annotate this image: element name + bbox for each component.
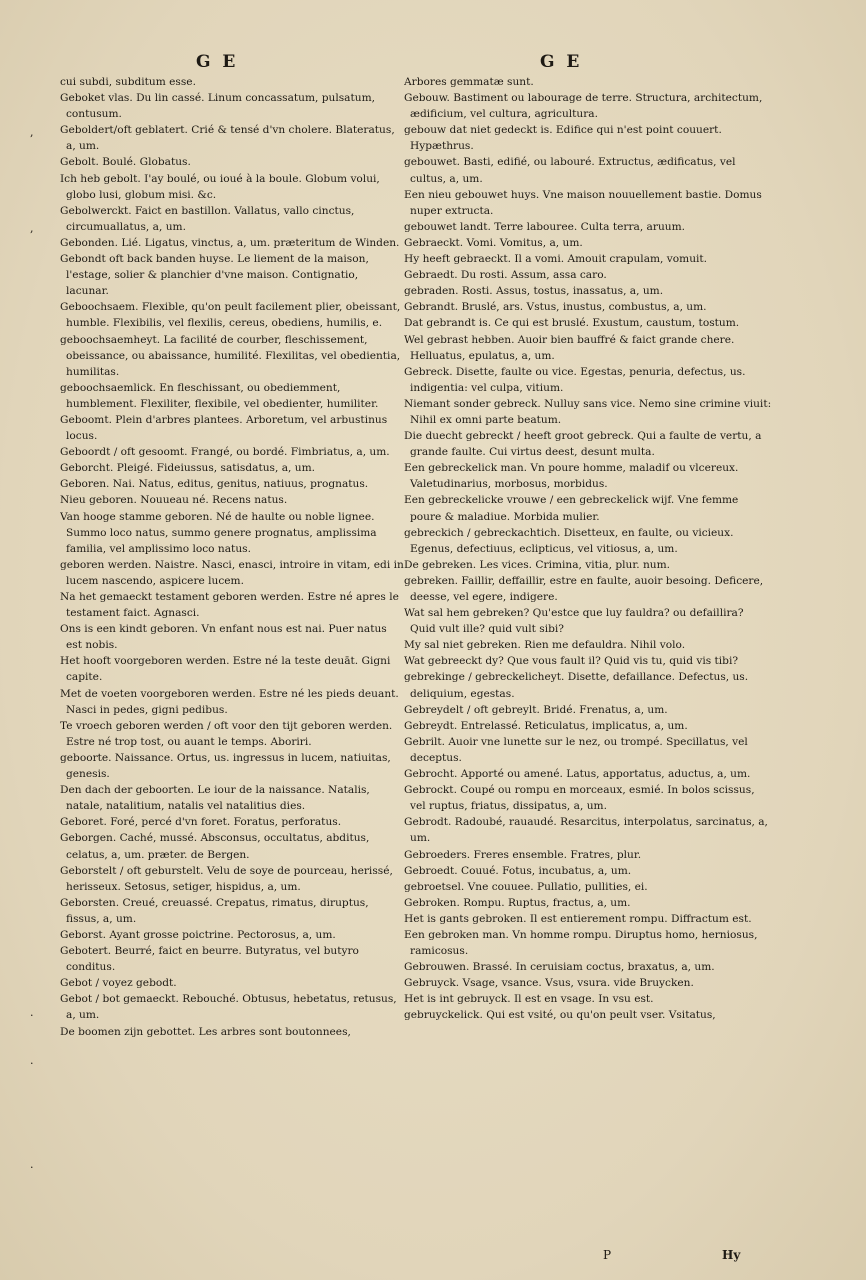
dictionary-entry: Geborsten. Creué, creuassé. Crepatus, rimatus, diruptus, fissus, a, um. — [60, 896, 369, 925]
dictionary-entry: Geborst. Ayant grosse poictrine. Pectorosus, a, um. — [60, 928, 336, 941]
dictionary-entry: Gebrouwen. Brassé. In ceruisiam coctus, braxatus, a, um. — [404, 961, 715, 974]
dictionary-entry: De gebreken. Les vices. Crimina, vitia, plur. num. — [404, 558, 671, 571]
dictionary-entry: Het is gants gebroken. Il est entierement rompu. Diffractum est. — [404, 912, 752, 925]
dictionary-entry: Ich heb gebolt. I'ay boulé, ou ioué à la boule. Globum volui, globo lusi, globum misi. &c. — [60, 172, 380, 201]
dictionary-entry: Geboomt. Plein d'arbres plantees. Arboretum, vel arbustinus locus. — [60, 413, 388, 443]
dictionary-entry: Geboren. Nai. Natus, editus, genitus, natiuus, prognatus. — [60, 478, 369, 491]
dictionary-entry: gebruyckelick. Qui est vsité, ou qu'on peult vser. Vsitatus, — [404, 1009, 716, 1022]
dictionary-entry: Wat sal hem gebreken? Qu'estce que luy fauldra? ou defaillira? Quid vult ille? quid vult sibi? — [404, 607, 744, 636]
dictionary-entry: Gebot / voyez gebodt. — [60, 977, 177, 990]
right-column — [404, 74, 772, 1024]
dictionary-entry: Het hooft voorgeboren werden. Estre né la teste deuāt. Gigni capite. — [60, 655, 391, 684]
dictionary-entry: Geborgen. Caché, mussé. Absconsus, occultatus, abditus, celatus, a, um. præter. de Bergen. — [60, 832, 370, 861]
dictionary-entry: Nieu geboren. Nouueau né. Recens natus. — [60, 494, 288, 507]
dictionary-entry: geboochsaemlick. En fleschissant, ou obediemment, humblement. Flexiliter, flexibile, vel obedienter, humiliter. — [60, 381, 379, 410]
signature-mark: P — [603, 1248, 612, 1262]
dictionary-entry: Gebroeders. Freres ensemble. Fratres, plur. — [404, 848, 642, 861]
margin-mark: . — [30, 1006, 34, 1019]
dictionary-entry: Gebondt oft back banden huyse. Le liement de la maison, l'estage, solier & planchier d'vne maison. Contignatio, lacunar. — [60, 253, 369, 298]
dictionary-entry: Geboldert/oft geblatert. Crié & tensé d'vn cholere. Blateratus, a, um. — [60, 124, 395, 153]
dictionary-entry: Gebolwerckt. Faict en bastillon. Vallatus, vallo cinctus, circumuallatus, a, um. — [60, 204, 355, 233]
dictionary-entry: Geboret. Foré, percé d'vn foret. Foratus, perforatus. — [60, 816, 342, 829]
dictionary-entry: Gebrodt. Radoubé, rauaudé. Resarcitus, interpolatus, sarcinatus, a, um. — [404, 816, 768, 845]
dictionary-entry: Met de voeten voorgeboren werden. Estre né les pieds deuant. Nasci in pedes, gigni pedibus. — [60, 687, 399, 716]
dictionary-entry: gebreken. Faillir, deffaillir, estre en faulte, auoir besoing. Deficere, deesse, vel egere, indigere. — [404, 574, 764, 603]
dictionary-entry: Niemant sonder gebreck. Nulluy sans vice. Nemo sine crimine viuit: Nihil ex omni parte beatum. — [404, 397, 772, 426]
dictionary-entry: Gebreydelt / oft gebreylt. Bridé. Frenatus, a, um. — [404, 703, 668, 716]
dictionary-entry: gebraden. Rosti. Assus, tostus, inassatus, a, um. — [404, 285, 664, 298]
dictionary-entry: Gebrockt. Coupé ou rompu en morceaux, esmié. In bolos scissus, vel ruptus, friatus, dissipatus, a, um. — [404, 784, 755, 813]
dictionary-entry: Gebotert. Beurré, faict en beurre. Butyratus, vel butyro conditus. — [60, 945, 359, 974]
dictionary-entry: Gebraedt. Du rosti. Assum, assa caro. — [404, 269, 607, 282]
dictionary-entry: Een gebroken man. Vn homme rompu. Diruptus homo, herniosus, ramicosus. — [404, 928, 758, 958]
dictionary-entry: Wat gebreeckt dy? Que vous fault il? Quid vis tu, quid vis tibi? — [404, 655, 739, 668]
dictionary-entry: Gebroedt. Couué. Fotus, incubatus, a, um. — [404, 864, 632, 877]
dictionary-entry: geboren werden. Naistre. Nasci, enasci, introire in vitam, edi in lucem nascendo, aspicere lucem. — [60, 558, 404, 587]
dictionary-entry: De boomen zijn gebottet. Les arbres sont boutonnees, — [60, 1025, 351, 1038]
dictionary-entry: gebreckich / gebreckachtich. Disetteux, en faulte, ou vicieux. Egenus, defectiuus, eclipticus, vel vitiosus, a, um. — [404, 526, 734, 555]
dictionary-entry: gebouwet. Basti, edifié, ou labouré. Extructus, ædificatus, vel cultus, a, um. — [404, 156, 736, 185]
margin-mark: . — [30, 1158, 34, 1171]
dictionary-entry: Gebonden. Lié. Ligatus, vinctus, a, um. præteritum de Winden. — [60, 236, 400, 249]
dictionary-entry: Na het gemaeckt testament geboren werden. Estre né apres le testament faict. Agnasci. — [60, 591, 399, 620]
dictionary-entry: Geboket vlas. Du lin cassé. Linum concassatum, pulsatum, contusum. — [60, 92, 375, 121]
dictionary-entry: Gebroken. Rompu. Ruptus, fractus, a, um. — [404, 896, 631, 909]
running-header-right: G E — [540, 52, 583, 72]
dictionary-entry: Te vroech geboren werden / oft voor den tijt geboren werden. Estre né trop tost, ou auant le temps. Aboriri. — [60, 719, 393, 748]
dictionary-entry: Gebreck. Disette, faulte ou vice. Egestas, penuria, defectus, us. indigentia: vel culpa, vitium. — [404, 365, 746, 394]
dictionary-entry: Gebot / bot gemaeckt. Rebouché. Obtusus, hebetatus, retusus, a, um. — [60, 993, 397, 1022]
margin-mark: . — [30, 1054, 34, 1067]
dictionary-entry: gebrekinge / gebreckelicheyt. Disette, defaillance. Defectus, us. deliquium, egestas. — [404, 671, 749, 700]
dictionary-entry: Gebraeckt. Vomi. Vomitus, a, um. — [404, 236, 583, 249]
dictionary-entry: geboochsaemheyt. La facilité de courber, fleschissement, obeissance, ou abaissance, humilité. Flexilitas, vel obedientia, humilitas. — [60, 333, 401, 378]
dictionary-entry: Gebruyck. Vsage, vsance. Vsus, vsura. vide Bruycken. — [404, 977, 694, 990]
dictionary-entry: gebouw dat niet gedeckt is. Edifice qui n'est point couuert. Hypæthrus. — [404, 124, 722, 153]
dictionary-entry: gebouwet landt. Terre labouree. Culta terra, aruum. — [404, 220, 685, 233]
dictionary-entry: Van hooge stamme geboren. Né de haulte ou noble lignee. Summo loco natus, summo genere prognatus, amplissima familia, vel amplissimo loco natus. — [60, 510, 377, 555]
dictionary-entry: Die duecht gebreckt / heeft groot gebreck. Qui a faulte de vertu, a grande faulte. Cui virtus deest, desunt multa. — [404, 430, 762, 459]
dictionary-entry: Hy heeft gebraeckt. Il a vomi. Amouit crapulam, vomuit. — [404, 253, 708, 266]
dictionary-entry: Gebouw. Bastiment ou labourage de terre. Structura, architectum, ædificium, vel cultura, agricultura. — [404, 92, 763, 121]
dictionary-entry: cui subdi, subditum esse. — [60, 76, 196, 88]
dictionary-entry: Wel gebrast hebben. Auoir bien bauffré & faict grande chere. Helluatus, epulatus, a, um. — [404, 333, 735, 362]
dictionary-entry: Den dach der geboorten. Le iour de la naissance. Natalis, natale, natalitium, natalis vel natalitius dies. — [60, 784, 370, 813]
dictionary-entry: Gebrandt. Bruslé, ars. Vstus, inustus, combustus, a, um. — [404, 301, 707, 314]
dictionary-entry: geboorte. Naissance. Ortus, us. ingressus in lucem, natiuitas, genesis. — [60, 751, 391, 781]
dictionary-entry: Geboochsaem. Flexible, qu'on peult facilement plier, obeissant, humble. Flexibilis, vel flexilis, cereus, obediens, humilis, e. — [60, 301, 401, 330]
dictionary-entry: Een nieu gebouwet huys. Vne maison nouuellement bastie. Domus nuper extructa. — [404, 188, 762, 217]
margin-mark: , — [30, 126, 34, 139]
dictionary-entry: Een gebreckelicke vrouwe / een gebreckelick wijf. Vne femme poure & maladiue. Morbida mulier. — [404, 494, 739, 523]
running-header-left: G E — [196, 52, 239, 72]
dictionary-entry: My sal niet gebreken. Rien me defauldra. Nihil volo. — [404, 639, 686, 652]
dictionary-entry: Gebrocht. Apporté ou amené. Latus, apportatus, aductus, a, um. — [404, 768, 751, 781]
dictionary-entry: Arbores gemmatæ sunt. — [404, 76, 534, 88]
dictionary-entry: Geborcht. Pleigé. Fideiussus, satisdatus, a, um. — [60, 462, 316, 475]
dictionary-entry: Dat gebrandt is. Ce qui est bruslé. Exustum, caustum, tostum. — [404, 317, 740, 330]
dictionary-entry: Gebrilt. Auoir vne lunette sur le nez, ou trompé. Specillatus, vel deceptus. — [404, 735, 748, 764]
catchword: Hy — [722, 1248, 741, 1262]
dictionary-entry: Geboordt / oft gesoomt. Frangé, ou bordé. Fimbriatus, a, um. — [60, 446, 390, 459]
dictionary-entry: gebroetsel. Vne couuee. Pullatio, pullities, ei. — [404, 880, 648, 893]
dictionary-entry: Het is int gebruyck. Il est en vsage. In vsu est. — [404, 993, 654, 1006]
dictionary-entry: Een gebreckelick man. Vn poure homme, maladif ou vlcereux. Valetudinarius, morbosus, morbidus. — [404, 462, 739, 491]
dictionary-entry: Geborstelt / oft geburstelt. Velu de soye de pourceau, herissé, herisseux. Setosus, setiger, hispidus, a, um. — [60, 864, 393, 893]
dictionary-entry: Gebolt. Boulé. Globatus. — [60, 156, 191, 169]
dictionary-entry: Ons is een kindt geboren. Vn enfant nous est nai. Puer natus est nobis. — [60, 623, 387, 652]
left-column — [60, 74, 404, 1040]
margin-mark: , — [30, 222, 34, 235]
dictionary-entry: Gebreydt. Entrelassé. Reticulatus, implicatus, a, um. — [404, 719, 688, 732]
